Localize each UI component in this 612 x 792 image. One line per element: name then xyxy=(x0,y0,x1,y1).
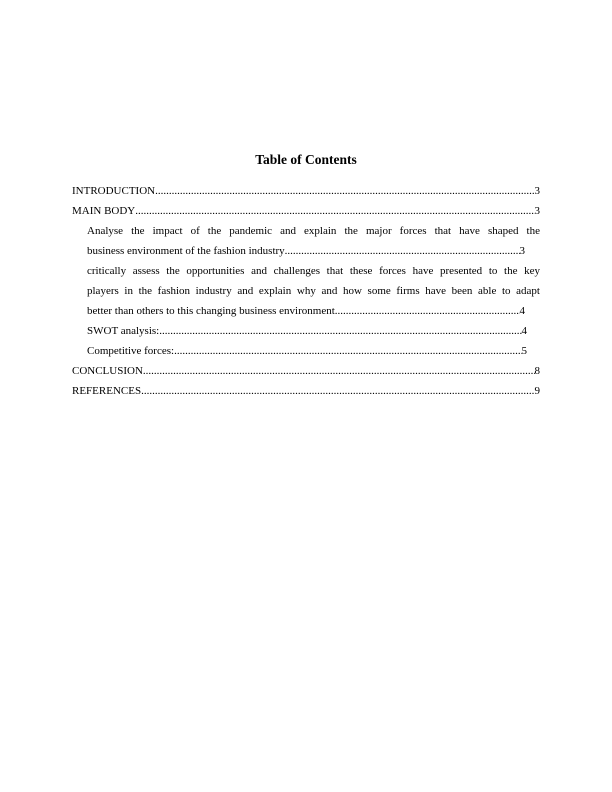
toc-entry-pandemic-impact[interactable] xyxy=(87,221,540,261)
dot-leader xyxy=(159,321,521,341)
toc-entry-label: INTRODUCTION xyxy=(72,185,156,197)
toc-entry-references[interactable] xyxy=(72,381,540,401)
toc-entry-label-line: critically assess the opportunities and challenges that these forces have presented to the key xyxy=(87,265,540,277)
dot-leader xyxy=(155,181,534,201)
dot-leader xyxy=(174,341,521,361)
toc-entry-label: Competitive forces: xyxy=(87,345,175,357)
toc-entry-page: 8 xyxy=(534,365,540,377)
toc-entry-page: 3 xyxy=(534,185,540,197)
toc-title: Table of Contents xyxy=(255,152,357,167)
table-of-contents xyxy=(72,181,540,401)
toc-entry-label-line: business environment of the fashion industry xyxy=(87,245,285,257)
toc-entry-opportunities-challenges[interactable] xyxy=(87,261,540,321)
toc-entry-label: CONCLUSION xyxy=(72,365,143,377)
toc-entry-conclusion[interactable] xyxy=(72,361,540,381)
toc-entry-page: 5 xyxy=(521,345,527,357)
dot-leader xyxy=(143,361,535,381)
toc-entry-page: 4 xyxy=(519,305,525,317)
toc-entry-introduction[interactable] xyxy=(72,181,540,201)
toc-entry-competitive-forces[interactable] xyxy=(87,341,527,361)
toc-entry-page: 4 xyxy=(521,325,527,337)
toc-entry-main-body[interactable] xyxy=(72,201,540,221)
dot-leader xyxy=(285,241,520,261)
toc-entry-label: REFERENCES xyxy=(72,385,142,397)
toc-entry-label: MAIN BODY xyxy=(72,205,136,217)
toc-entry-page: 3 xyxy=(534,205,540,217)
toc-entry-label: SWOT analysis: xyxy=(87,325,160,337)
dot-leader xyxy=(141,381,534,401)
dot-leader xyxy=(135,201,534,221)
toc-entry-label-line: better than others to this changing business environment xyxy=(87,305,335,317)
toc-entry-page: 9 xyxy=(534,385,540,397)
toc-entry-swot-analysis[interactable] xyxy=(87,321,527,341)
toc-entry-label-line: players in the fashion industry and explain why and how some firms have been able to adapt xyxy=(87,285,540,297)
toc-entry-page: 3 xyxy=(519,245,525,257)
toc-entry-label-line: Analyse the impact of the pandemic and explain the major forces that have shaped the xyxy=(87,225,540,237)
dot-leader xyxy=(335,301,520,321)
